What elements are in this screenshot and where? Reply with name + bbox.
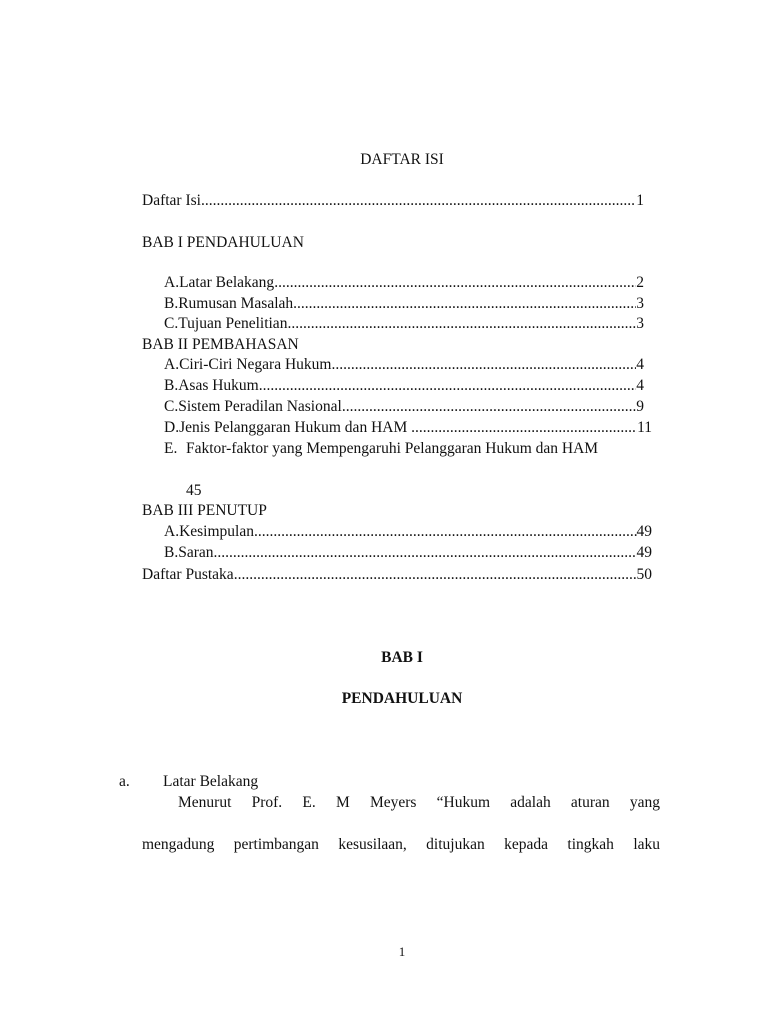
toc-entry-page: 1 xyxy=(636,192,644,209)
toc-entry-page: 9 xyxy=(636,398,644,415)
toc-entry-label: Saran xyxy=(178,544,214,561)
toc-entry-page: 4 xyxy=(636,377,644,394)
toc-leader-dots xyxy=(259,376,637,396)
section-heading: Latar Belakang xyxy=(163,773,259,790)
toc-entry-page: 50 xyxy=(636,566,652,583)
body-paragraph-line: mengadung pertimbangan kesusilaan, ditujukan kepada tingkah laku xyxy=(142,836,660,853)
toc-leader-dots xyxy=(287,314,636,334)
toc-bab3-heading: BAB III PENUTUP xyxy=(142,502,267,519)
toc-entry-label: Jenis Pelanggaran Hukum dan HAM xyxy=(179,419,412,436)
toc-entry-daftar-pustaka[interactable] xyxy=(142,565,652,585)
toc-entry-number: D. xyxy=(164,419,180,436)
toc-entry-number: A. xyxy=(164,274,180,291)
toc-entry-number: B. xyxy=(164,544,179,561)
toc-entry-label: Sistem Peradilan Nasional xyxy=(178,398,342,415)
toc-entry-ciri-ciri-negara-hukum[interactable] xyxy=(164,355,644,375)
toc-leader-dots xyxy=(331,355,636,375)
toc-entry-label: Tujuan Penelitian xyxy=(178,315,288,332)
toc-leader-dots xyxy=(254,522,637,542)
toc-entry-label: Daftar Isi xyxy=(142,192,201,209)
toc-leader-dots xyxy=(201,191,636,211)
toc-leader-dots xyxy=(342,397,636,417)
toc-entry-jenis-pelanggaran[interactable] xyxy=(164,418,652,438)
toc-entry-latar-belakang[interactable] xyxy=(164,273,644,293)
toc-entry-page: 11 xyxy=(637,419,652,436)
toc-entry-saran[interactable] xyxy=(164,543,652,563)
toc-entry-faktor-faktor[interactable] xyxy=(164,439,664,459)
toc-entry-label: Faktor-faktor yang Mempengaruhi Pelanggaran Hukum dan HAM xyxy=(186,440,599,457)
toc-bab1-heading: BAB I PENDAHULUAN xyxy=(142,234,304,251)
page-number: 1 xyxy=(398,944,406,959)
toc-entry-number: B. xyxy=(164,377,179,394)
toc-entry-tujuan-penelitian[interactable] xyxy=(164,314,644,334)
section-marker: a. xyxy=(119,773,130,790)
toc-entry-number: E. xyxy=(164,440,178,457)
toc-entry-label: Kesimpulan xyxy=(179,523,254,540)
toc-entry-label: Daftar Pustaka xyxy=(142,566,234,583)
toc-entry-number: C. xyxy=(164,315,179,332)
toc-entry-page: 4 xyxy=(636,356,644,373)
toc-entry-page: 3 xyxy=(636,295,644,312)
toc-bab2-heading: BAB II PEMBAHASAN xyxy=(142,336,299,353)
toc-entry-number: C. xyxy=(164,398,179,415)
toc-leader-dots xyxy=(293,294,636,314)
toc-leader-dots xyxy=(234,565,637,585)
toc-entry-page: 49 xyxy=(636,544,652,561)
toc-entry-daftar-isi[interactable] xyxy=(142,191,644,211)
toc-entry-number: A. xyxy=(164,356,180,373)
toc-entry-page: 3 xyxy=(636,315,644,332)
chapter-title: PENDAHULUAN xyxy=(341,690,463,707)
toc-entry-faktor-faktor-page: 45 xyxy=(186,482,202,499)
body-paragraph-line: Menurut Prof. E. M Meyers “Hukum adalah aturan yang xyxy=(178,794,660,811)
toc-entry-label: Rumusan Masalah xyxy=(178,295,294,312)
toc-entry-sistem-peradilan-nasional[interactable] xyxy=(164,397,644,417)
toc-entry-number: A. xyxy=(164,523,180,540)
toc-entry-label: Ciri-Ciri Negara Hukum xyxy=(179,356,332,373)
toc-title: DAFTAR ISI xyxy=(360,151,444,168)
toc-entry-page: 2 xyxy=(636,274,644,291)
toc-entry-label: Asas Hukum xyxy=(178,377,259,394)
toc-entry-label: Latar Belakang xyxy=(179,274,275,291)
toc-entry-page: 49 xyxy=(636,523,652,540)
toc-entry-rumusan-masalah[interactable] xyxy=(164,294,644,314)
toc-leader-dots xyxy=(411,418,637,438)
toc-entry-number: B. xyxy=(164,295,179,312)
toc-entry-kesimpulan[interactable] xyxy=(164,522,652,542)
chapter-number: BAB I xyxy=(381,649,423,666)
toc-leader-dots xyxy=(274,273,636,293)
toc-leader-dots xyxy=(214,543,637,563)
toc-entry-asas-hukum[interactable] xyxy=(164,376,644,396)
